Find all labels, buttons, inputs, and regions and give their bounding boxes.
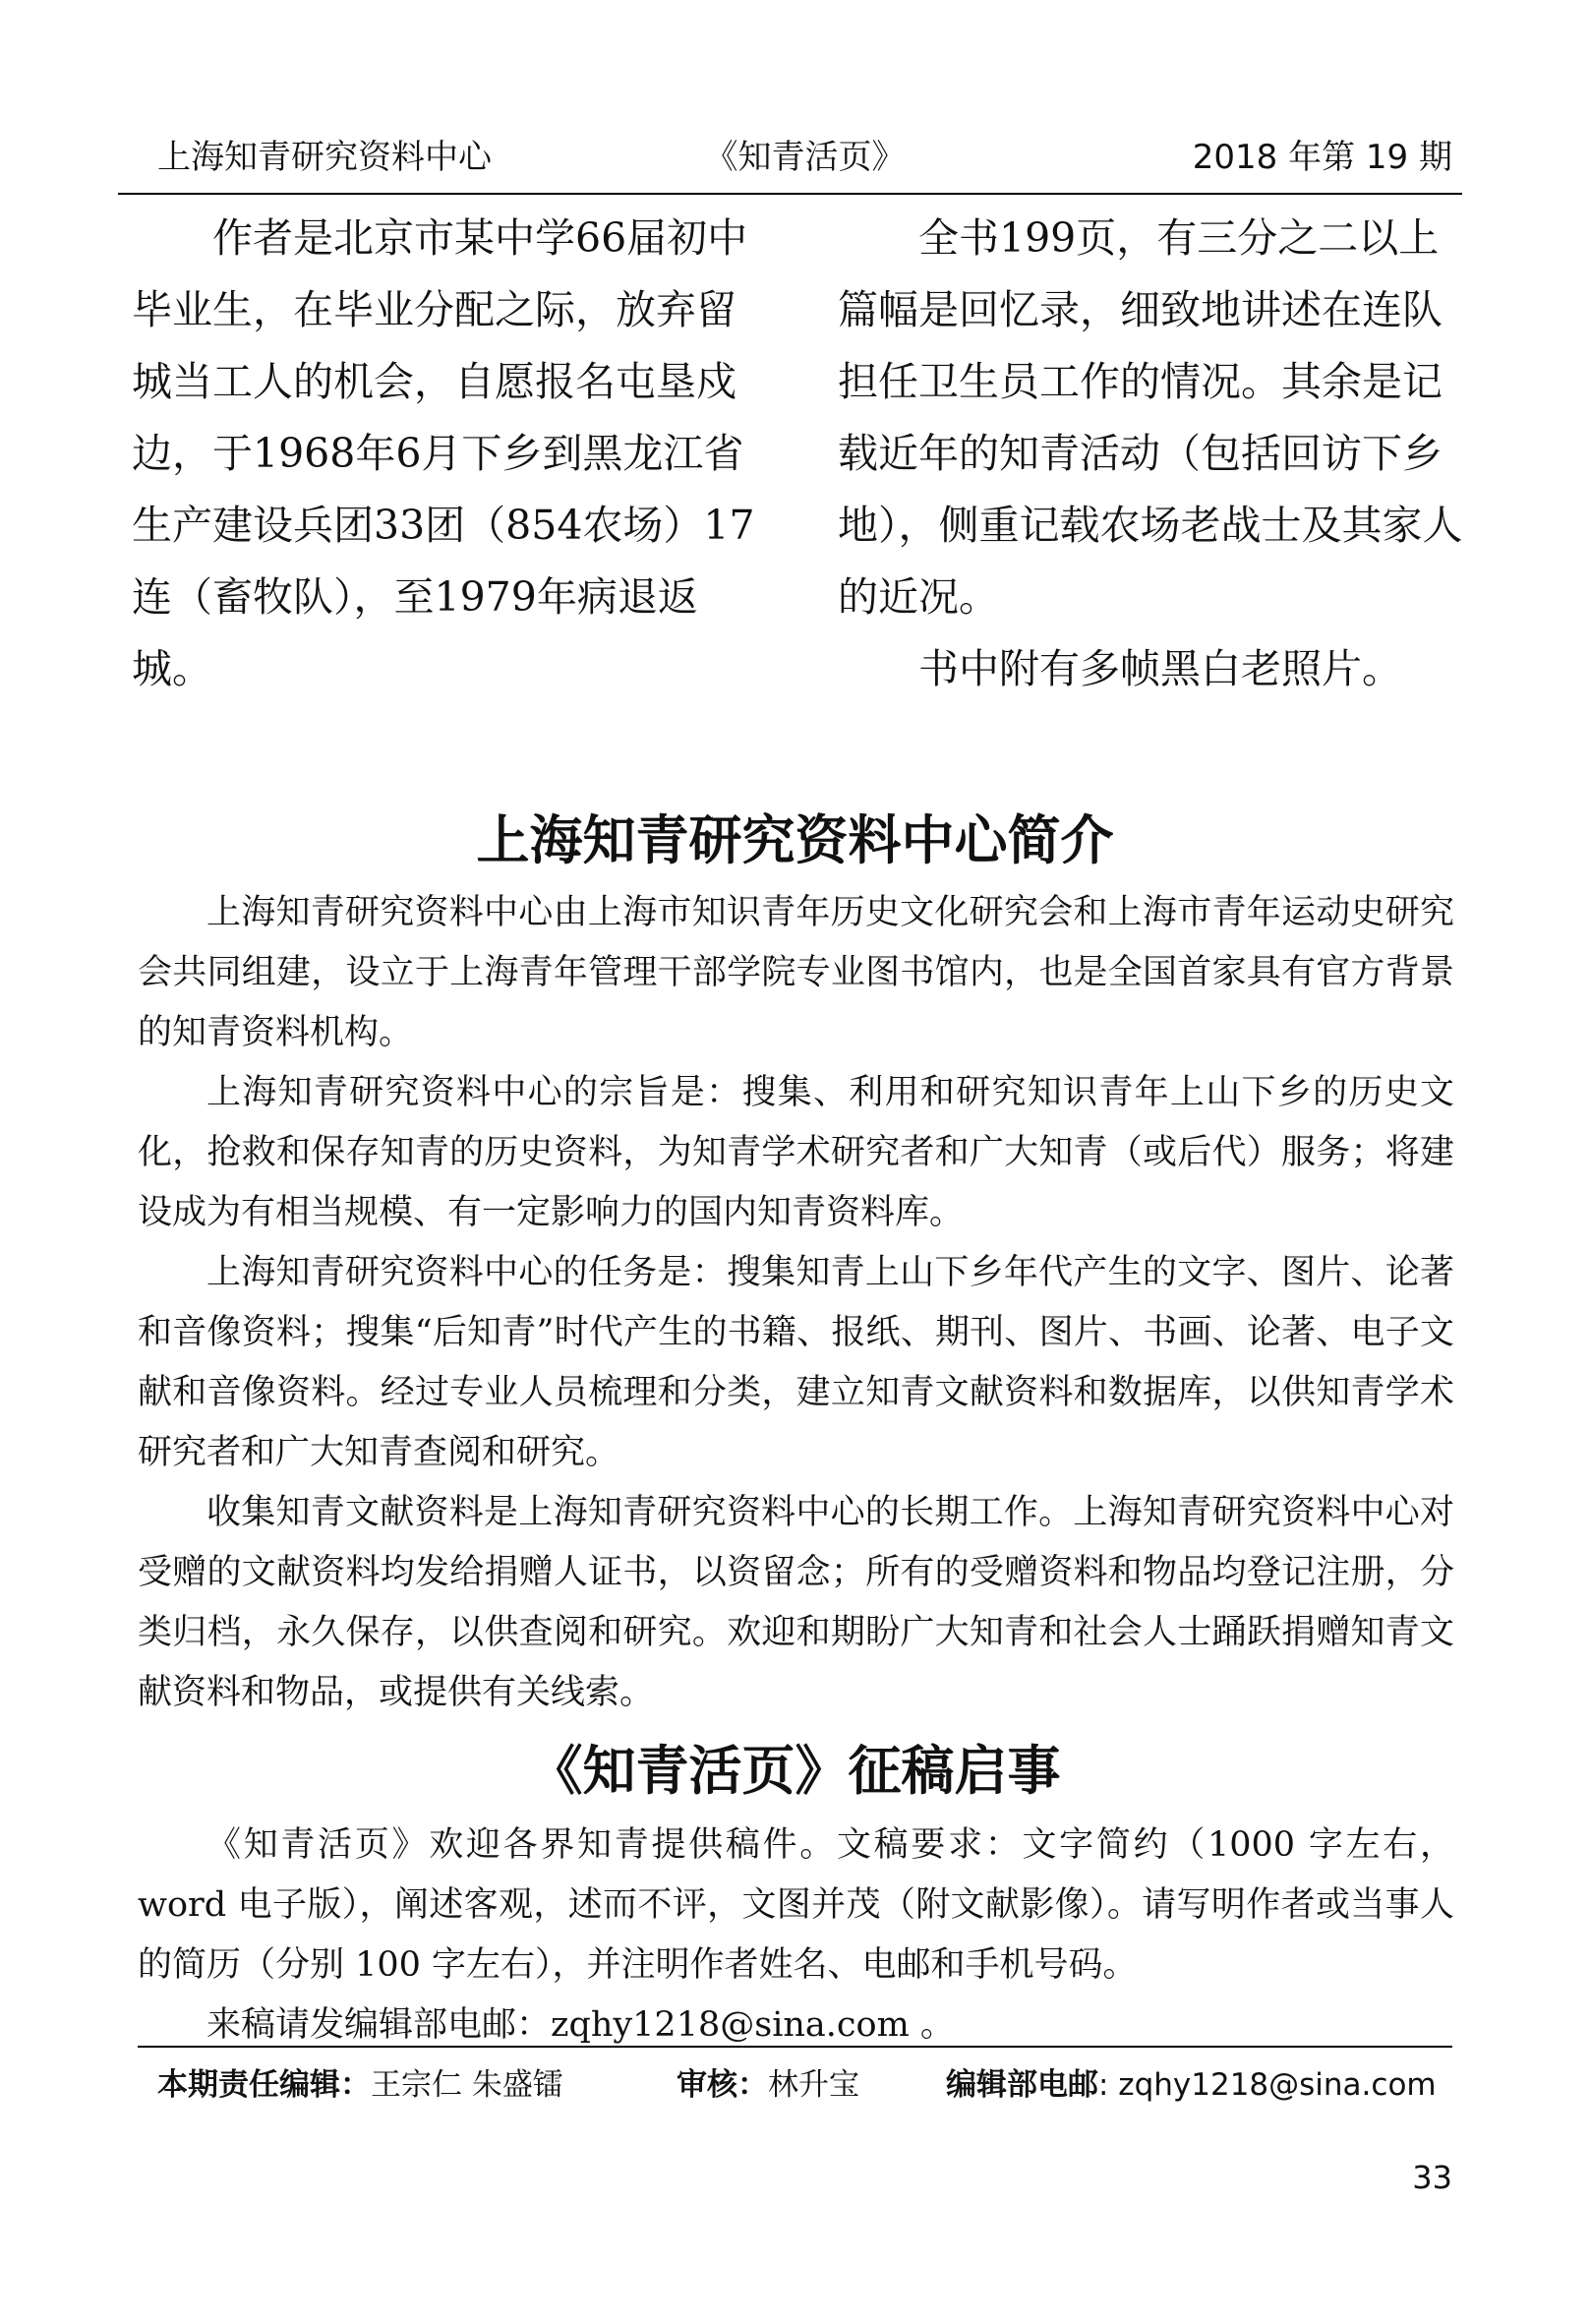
header-publication-title: 《知青活页》 — [704, 138, 906, 177]
call-paragraph: 来稿请发编辑部电邮：zqhy1218@sina.com 。 — [206, 2005, 955, 2045]
intro-paragraph: 上海知青研究资料中心的宗旨是：搜集、利用和研究知识青年上山下乡的历史文化，抢救和保存知青的历史资料，为知青学术研究者和广大知青（或后代）服务；将建设成为有相当规模、有一定影响力的国内知青资料库。 — [138, 1073, 1454, 1232]
page-header — [157, 130, 1452, 189]
footer-email-value: : zqhy1218@sina.com — [1098, 2067, 1437, 2103]
intro-paragraph: 收集知青文献资料是上海知青研究资料中心的长期工作。上海知青研究资料中心对受赠的文献资料均发给捐赠人证书，以资留念；所有的受赠资料和物品均登记注册，分类归档，永久保存，以供查阅和研究。欢迎和期盼广大知青和社会人士踊跃捐赠知青文献资料和物品，或提供有关线索。 — [138, 1493, 1454, 1712]
footer-reviewer-value: 林升宝 — [768, 2067, 859, 2103]
intro-paragraph: 上海知青研究资料中心由上海市知识青年历史文化研究会和上海市青年运动史研究会共同组建，设立于上海青年管理干部学院专业图书馆内，也是全国首家具有官方背景的知青资料机构。 — [138, 893, 1454, 1052]
footer-email — [946, 2059, 1437, 2104]
header-rule — [118, 193, 1462, 195]
call-for-papers-body — [138, 1816, 1454, 2056]
page-footer — [157, 2059, 1452, 2109]
intro-title: 上海知青研究资料中心简介 — [476, 808, 1114, 871]
header-publisher: 上海知青研究资料中心 — [157, 138, 492, 177]
page-number: 33 — [1412, 2159, 1452, 2196]
footer-email-label: 编辑部电邮 — [946, 2067, 1098, 2103]
footer-editor-label: 本期责任编辑： — [157, 2067, 371, 2103]
right-column-paragraph: 书中附有多帧黑白老照片。 — [918, 645, 1402, 692]
left-column — [132, 203, 761, 705]
call-paragraph: 《知青活页》欢迎各界知青提供稿件。文稿要求：文字简约（1000 字左右，word 电子版），阐述客观，述而不评，文图并茂（附文献影像）。请写明作者或当事人的简历（分别 100 字左右），并注明作者姓名、电邮和手机号码。 — [138, 1825, 1454, 1985]
footer-reviewer-label: 审核： — [677, 2067, 768, 2103]
right-column — [838, 203, 1467, 705]
right-column-paragraph: 全书199页，有三分之二以上篇幅是回忆录，细致地讲述在连队担任卫生员工作的情况。其余是记载近年的知青活动（包括回访下乡地），侧重记载农场老战士及其家人的近况。 — [838, 214, 1463, 621]
header-issue: 2018 年第 19 期 — [1192, 138, 1452, 177]
footer-rule — [138, 2046, 1452, 2048]
call-for-papers-title: 《知青活页》征稿启事 — [529, 1739, 1061, 1802]
intro-paragraph: 上海知青研究资料中心的任务是：搜集知青上山下乡年代产生的文字、图片、论著和音像资料；搜集“后知青”时代产生的书籍、报纸、期刊、图片、书画、论著、电子文献和音像资料。经过专业人员梳理和分类，建立知青文献资料和数据库，以供知青学术研究者和广大知青查阅和研究。 — [138, 1253, 1454, 1472]
footer-editor-value: 王宗仁 朱盛镭 — [371, 2067, 563, 2103]
intro-body — [138, 883, 1454, 1723]
footer-editor — [157, 2059, 563, 2104]
footer-reviewer — [677, 2059, 859, 2104]
left-column-paragraph: 作者是北京市某中学66届初中毕业生，在毕业分配之际，放弃留城当工人的机会，自愿报名屯垦戍边，于1968年6月下乡到黑龙江省生产建设兵团33团（854农场）17连（畜牧队），至1979年病退返城。 — [132, 214, 755, 692]
